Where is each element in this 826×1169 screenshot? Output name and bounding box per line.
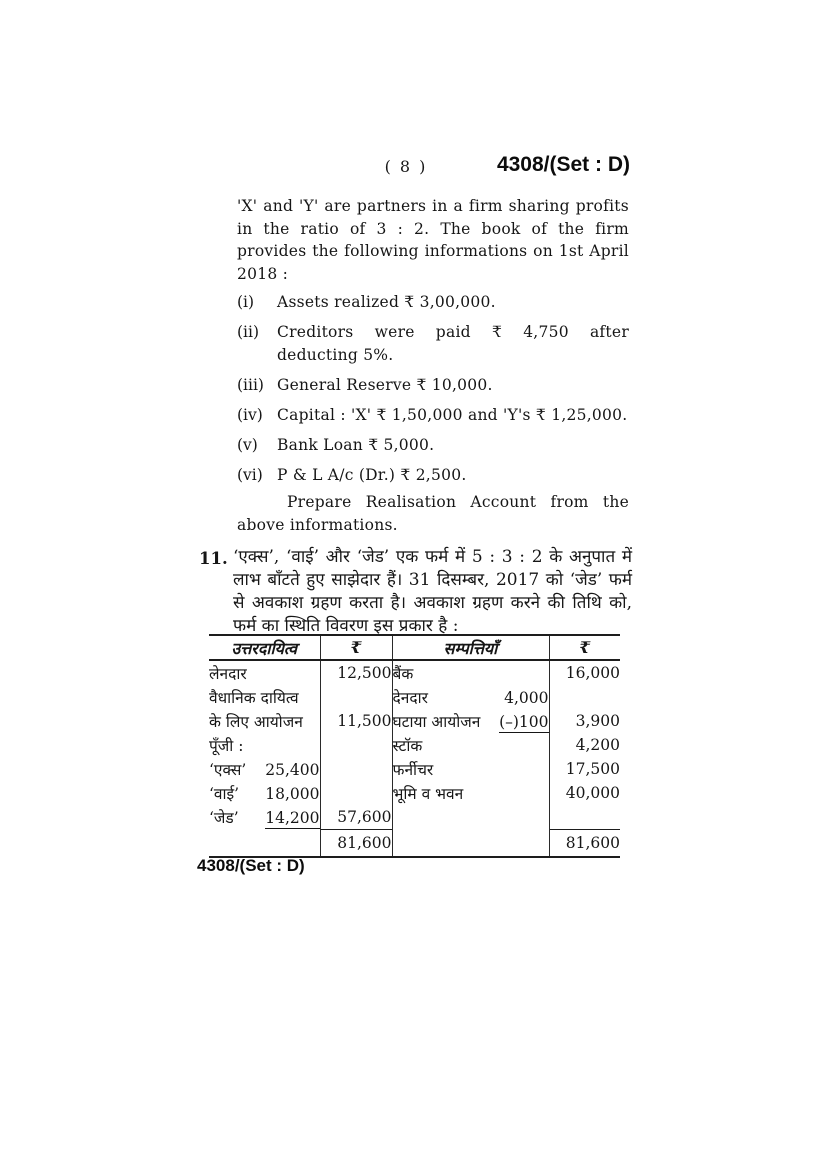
liability-label-cell [209,757,320,781]
col-header-assets: सम्पत्तियाँ [392,635,549,660]
balance-sheet-row [209,733,620,757]
asset-amount-cell: 17,500 [549,757,620,781]
balance-sheet-row [209,709,620,733]
item-numeral: (ii) [237,323,260,341]
balance-sheet-row [209,805,620,830]
liability-label: वैधानिक दायित्व [209,689,299,707]
asset-amount-cell: 40,000 [549,781,620,805]
item-text: Creditors were paid ₹ 4,750 after deducting 5%. [277,323,629,364]
question-item [237,464,629,487]
liability-sub-amount: 14,200 [265,808,320,827]
closing-instruction: Prepare Realisation Account from the above informations. [237,493,629,534]
question-item [237,434,629,457]
paper-code-footer: 4308/(Set : D) [197,856,305,875]
liability-label: ‘जेड’ [209,808,239,827]
balance-sheet-total-row [209,830,620,858]
liability-label: ‘वाई’ [209,785,240,803]
asset-amount-cell: 16,000 [549,660,620,685]
liability-amount-cell: 57,600 [320,805,392,830]
item-text: Assets realized ₹ 3,00,000. [277,293,496,311]
asset-label-cell [392,757,549,781]
question-item [237,321,629,366]
asset-label: स्टॉक [392,737,423,755]
asset-amount-cell: 4,200 [549,733,620,757]
item-numeral: (i) [237,293,255,311]
paper-code-header: 4308/(Set : D) [496,153,630,176]
asset-amount-cell [549,685,620,709]
item-text: P & L A/c (Dr.) ₹ 2,500. [277,465,467,484]
assets-total-cell: 81,600 [549,830,620,858]
asset-label: बैंक [392,665,414,683]
liabilities-total-cell: 81,600 [320,830,392,858]
item-text: Bank Loan ₹ 5,000. [277,435,435,454]
liability-amount-cell [320,757,392,781]
item-numeral: (iii) [237,375,264,394]
asset-label-cell [392,805,549,830]
liability-amount-cell [320,733,392,757]
item-text: Capital : 'X' ₹ 1,50,000 and 'Y's ₹ 1,25,000. [277,405,628,424]
question-11-number: 11. [199,549,228,568]
asset-label-cell [392,781,549,805]
asset-label: घटाया आयोजन [392,712,481,731]
item-numeral: (vi) [237,465,263,484]
liability-label: के लिए आयोजन [209,713,303,731]
question-item [237,404,629,427]
liability-amount-cell [320,781,392,805]
asset-label-cell [392,685,549,709]
asset-label-cell [392,733,549,757]
liability-label-cell [209,805,320,830]
asset-label: भूमि व भवन [392,785,464,803]
liability-label-cell [209,709,320,733]
liability-label-cell [209,830,320,858]
liability-label: लेनदार [209,665,247,683]
col-header-assets-rupee: ₹ [549,635,620,660]
col-header-liabilities: उत्तरदायित्व [209,635,320,660]
asset-label-cell [392,660,549,685]
liability-label: पूँजी : [209,737,244,755]
liability-sub-amount: 18,000 [265,785,320,803]
liability-label: ‘एक्स’ [209,761,247,779]
asset-label-cell [392,709,549,733]
balance-sheet-row [209,781,620,805]
liability-label-cell [209,781,320,805]
question-sub-items [237,291,629,494]
item-numeral: (v) [237,435,258,454]
liability-amount-cell: 12,500 [320,660,392,685]
balance-sheet-row [209,757,620,781]
asset-amount-cell: 3,900 [549,709,620,733]
liability-label-cell [209,685,320,709]
item-text: General Reserve ₹ 10,000. [277,375,493,394]
question-item [237,291,629,314]
liability-sub-amount: 25,400 [265,761,320,779]
balance-sheet-row [209,660,620,685]
asset-label: फर्नीचर [392,761,434,779]
balance-sheet-table [209,634,620,858]
liability-amount-cell [320,685,392,709]
asset-amount-cell [549,805,620,830]
liability-label-cell [209,733,320,757]
liability-label-cell [209,660,320,685]
asset-label-cell [392,830,549,858]
asset-sub-amount: (–)100 [499,712,549,731]
col-header-liabilities-rupee: ₹ [320,635,392,660]
asset-sub-amount: 4,000 [504,689,549,707]
balance-sheet-row [209,685,620,709]
question-item [237,374,629,397]
question-11-text: ‘एक्स’, ‘वाई’ और ‘जेड’ एक फर्म में 5 : 3 : 2 के अनुपात में लाभ बाँटते हुए साझेदार हैं। 31 दिसम्बर, 2017 को ‘जेड’ फर्म से अवकाश ग्रहण करता है। अवकाश ग्रहण करने की तिथि को, फर्म का स्थिति विवरण इस प्रकार है : [233,547,632,636]
asset-label: देनदार [392,689,428,707]
balance-sheet-header-row [209,635,620,660]
liability-amount-cell: 11,500 [320,709,392,733]
question-intro-paragraph: 'X' and 'Y' are partners in a firm sharing profits in the ratio of 3 : 2. The book of the firm provides the following informations on 1st April 2018 : [237,197,629,283]
page-number: ( 8 ) [384,157,428,176]
page-header [0,153,826,183]
item-numeral: (iv) [237,405,263,424]
